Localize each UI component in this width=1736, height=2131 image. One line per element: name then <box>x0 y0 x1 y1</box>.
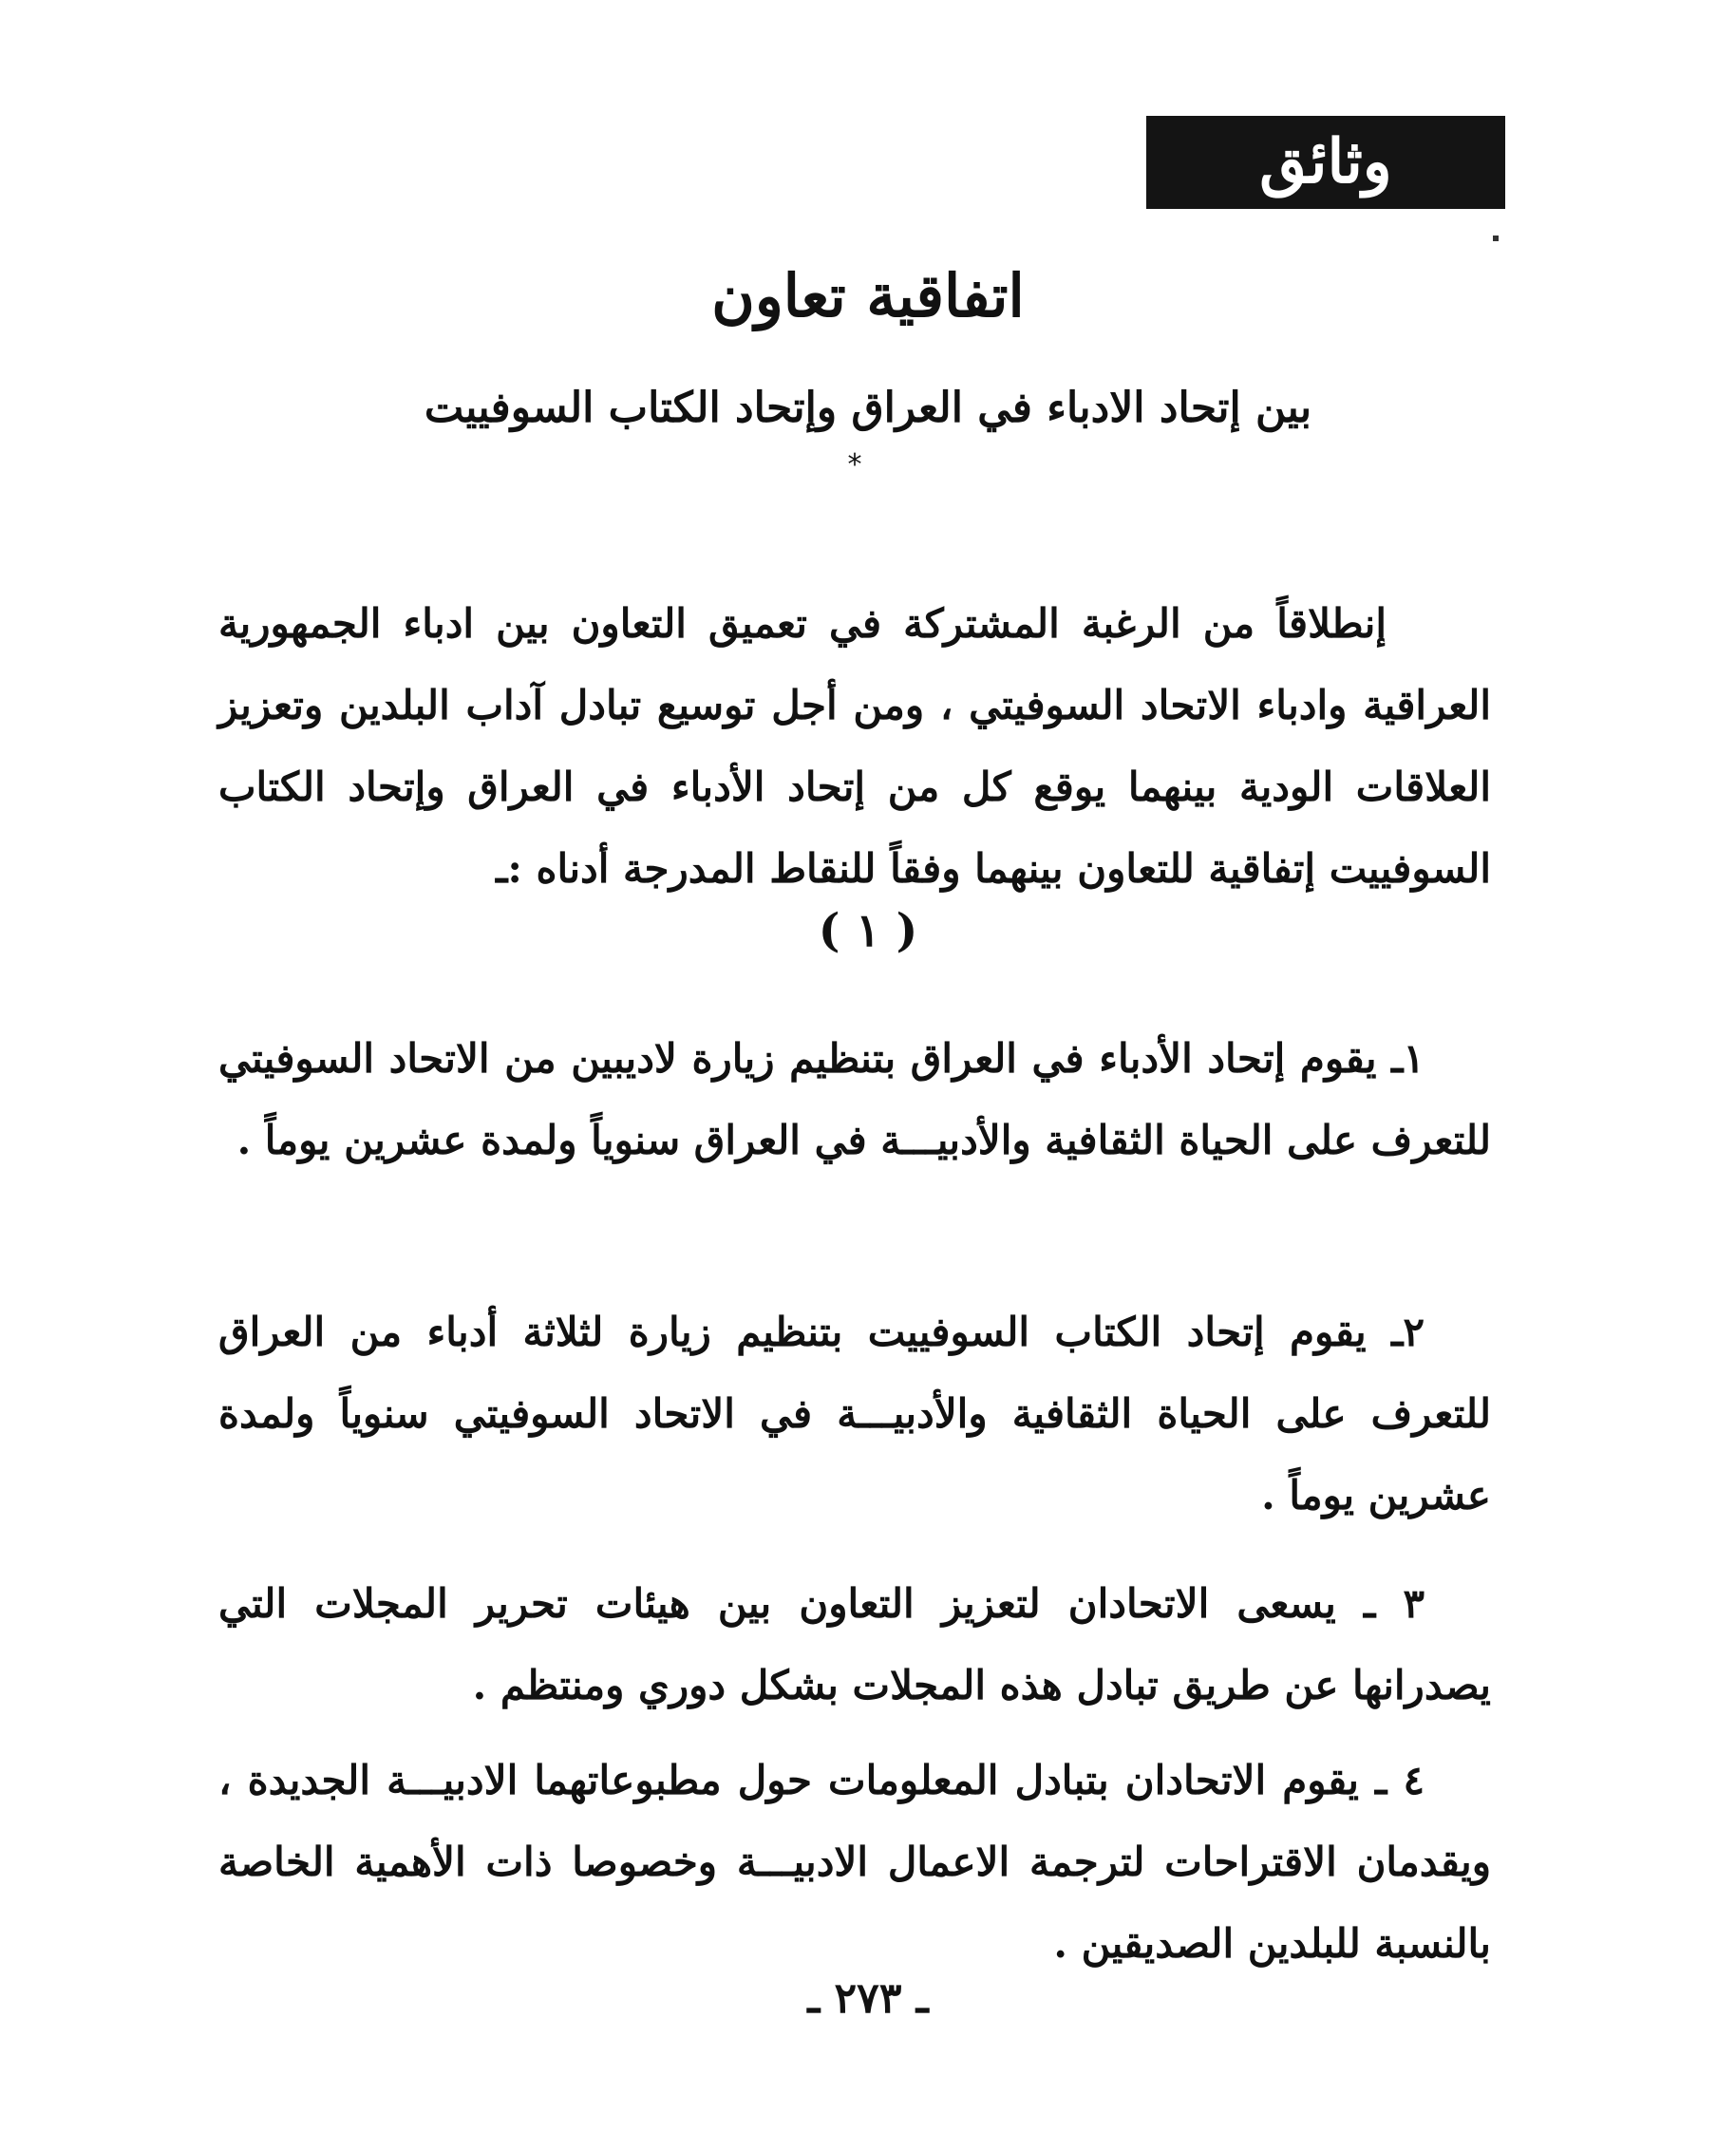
section-tag: وثائق <box>1146 116 1505 209</box>
separator-star: * <box>847 448 862 481</box>
clause-4: ٤ ـ يقوم الاتحادان بتبادل المعلومات حول مطبوعاتهما الادبيـــة الجديدة ، ويقدمان الاقتراحات لترجمة الاعمال الادبيـــة وخصوصا ذات الأهمية الخاصة بالنسبة للبلدين الصديقين . <box>218 1757 1491 1967</box>
section-number: ( ١ ) <box>818 904 918 957</box>
intro-paragraph: إنطلاقاً من الرغبة المشتركة في تعميق التعاون بين ادباء الجمهورية العراقية وادباء الاتحاد السوفيتي ، ومن أجل توسيع تبادل آداب البلدين وتعزيز العلاقات الودية بينهما يوقع كل من إتحاد الأدباء في العراق وإتحاد الكتاب السوفييت إتفاقية للتعاون بينهما وفقاً للنقاط المدرجة أدناه :ـ <box>218 600 1491 892</box>
tag-dot <box>1493 236 1499 241</box>
page-number: ـ ٢٧٣ ـ <box>807 1974 929 2023</box>
clause-1: ١ـ يقوم إتحاد الأدباء في العراق بتنظيم زيارة لاديبين من الاتحاد السوفيتي للتعرف على الحياة الثقافية والأدبيـــة في العراق سنوياً ولمدة عشرين يوماً . <box>218 1035 1491 1163</box>
document-subtitle: بين إتحاد الادباء في العراق وإتحاد الكتاب السوفييت <box>424 384 1312 432</box>
clause-3: ٣ ـ يسعى الاتحادان لتعزيز التعاون بين هيئات تحرير المجلات التي يصدرانها عن طريق تبادل هذه المجلات بشكل دوري ومنتظم . <box>218 1580 1491 1708</box>
clause-2: ٢ـ يقوم إتحاد الكتاب السوفييت بتنظيم زيارة لثلاثة أدباء من العراق للتعرف على الحياة الثقافية والأدبيـــة في الاتحاد السوفيتي سنوياً ولمدة عشرين يوماً . <box>218 1309 1491 1518</box>
document-title: اتفاقية تعاون <box>711 261 1025 330</box>
